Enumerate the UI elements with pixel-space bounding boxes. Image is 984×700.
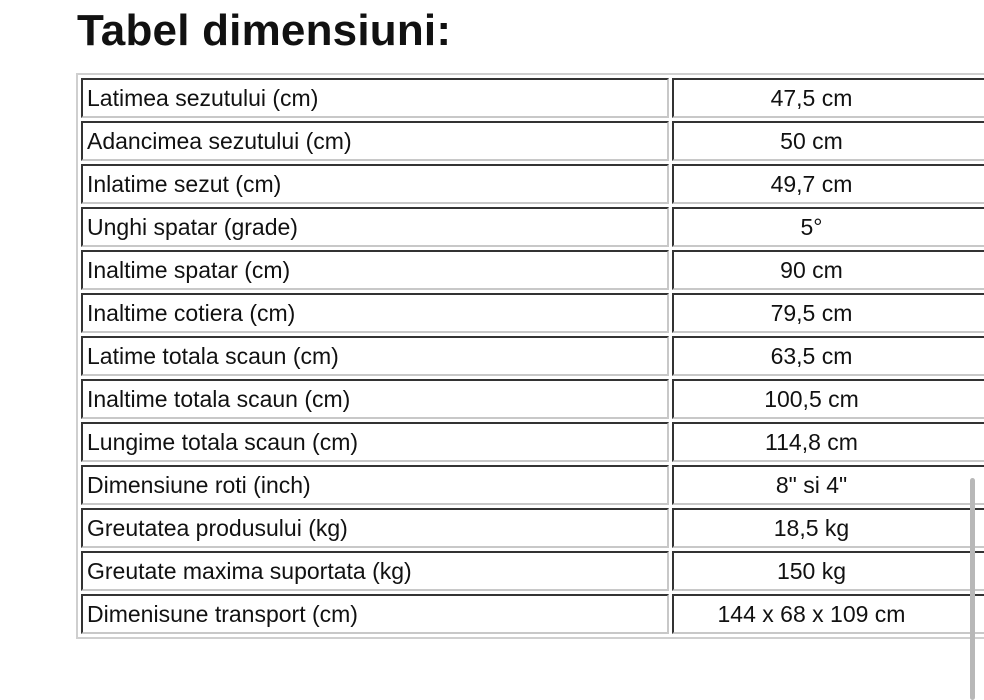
vertical-scrollbar[interactable]	[970, 478, 975, 700]
row-value: 79,5 cm	[672, 293, 984, 333]
row-label: Latime totala scaun (cm)	[81, 336, 669, 376]
table-row	[81, 508, 984, 548]
table-row	[81, 422, 984, 462]
row-value: 90 cm	[672, 250, 984, 290]
row-value: 100,5 cm	[672, 379, 984, 419]
table-row	[81, 594, 984, 634]
table-row	[81, 465, 984, 505]
row-value: 50 cm	[672, 121, 984, 161]
row-label: Inaltime totala scaun (cm)	[81, 379, 669, 419]
row-label: Lungime totala scaun (cm)	[81, 422, 669, 462]
row-value: 49,7 cm	[672, 164, 984, 204]
row-value: 5°	[672, 207, 984, 247]
table-row	[81, 379, 984, 419]
row-label: Dimensiune roti (inch)	[81, 465, 669, 505]
row-label: Dimenisune transport (cm)	[81, 594, 669, 634]
row-value: 150 kg	[672, 551, 984, 591]
page-title: Tabel dimensiuni:	[77, 6, 452, 55]
row-value: 63,5 cm	[672, 336, 984, 376]
table-row	[81, 250, 984, 290]
row-label: Adancimea sezutului (cm)	[81, 121, 669, 161]
row-label: Inaltime spatar (cm)	[81, 250, 669, 290]
row-value: 144 x 68 x 109 cm	[672, 594, 984, 634]
row-value: 47,5 cm	[672, 78, 984, 118]
table-row	[81, 207, 984, 247]
row-value: 114,8 cm	[672, 422, 984, 462]
table-row	[81, 164, 984, 204]
row-label: Latimea sezutului (cm)	[81, 78, 669, 118]
row-label: Inaltime cotiera (cm)	[81, 293, 669, 333]
table-row	[81, 78, 984, 118]
row-label: Inlatime sezut (cm)	[81, 164, 669, 204]
dimensions-table	[78, 75, 984, 637]
row-label: Greutatea produsului (kg)	[81, 508, 669, 548]
row-value: 18,5 kg	[672, 508, 984, 548]
dimensions-table-container	[76, 73, 984, 639]
table-row	[81, 336, 984, 376]
table-row	[81, 293, 984, 333]
row-label: Unghi spatar (grade)	[81, 207, 669, 247]
table-row	[81, 551, 984, 591]
row-label: Greutate maxima suportata (kg)	[81, 551, 669, 591]
table-row	[81, 121, 984, 161]
row-value: 8" si 4"	[672, 465, 984, 505]
